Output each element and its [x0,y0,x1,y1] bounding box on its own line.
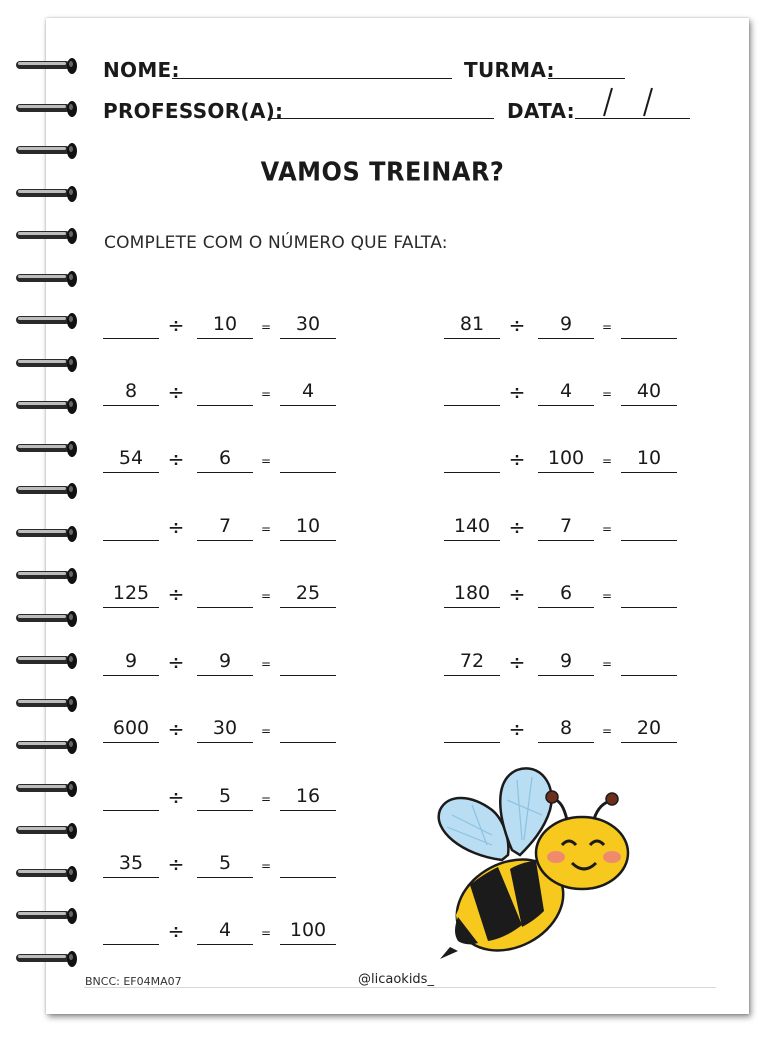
divide-sign: ÷ [167,650,185,674]
spiral-ring-icon [14,865,78,885]
equals-sign: = [260,657,272,671]
right-row-7-quotient: 20 [621,714,677,743]
equals-sign: = [260,454,272,468]
equals-sign: = [601,657,613,671]
teacher-line [268,118,494,119]
divide-sign: ÷ [508,313,526,337]
spiral-ring-icon [14,270,78,290]
right-row-1-quotient-blank[interactable] [621,310,677,339]
spiral-ring-icon [14,397,78,417]
right-row-5-dividend: 180 [444,579,500,608]
right-row-4-dividend: 140 [444,512,500,541]
divide-sign: ÷ [167,447,185,471]
divide-sign: ÷ [508,515,526,539]
right-row-2-dividend-blank[interactable] [444,377,500,406]
equals-sign: = [601,522,613,536]
spiral-ring-icon [14,695,78,715]
spiral-ring-icon [14,950,78,970]
divide-sign: ÷ [167,582,185,606]
right-row-6-dividend: 72 [444,647,500,676]
right-row-3-dividend-blank[interactable] [444,444,500,473]
teacher-label: PROFESSOR(A): [103,99,284,123]
divide-sign: ÷ [508,447,526,471]
right-row-1-divisor: 9 [538,310,594,339]
divide-sign: ÷ [508,380,526,404]
spiral-ring-icon [14,100,78,120]
left-row-4-divisor: 7 [197,512,253,541]
left-row-3-divisor: 6 [197,444,253,473]
equals-sign: = [260,724,272,738]
spiral-ring-icon [14,737,78,757]
spiral-ring-icon [14,652,78,672]
equals-sign: = [260,589,272,603]
bee-illustration [432,765,637,960]
right-row-4-quotient-blank[interactable] [621,512,677,541]
spiral-ring-icon [14,482,78,502]
left-row-6-dividend: 9 [103,647,159,676]
date-slashes [600,86,660,120]
left-row-4-quotient: 10 [280,512,336,541]
right-row-4-divisor: 7 [538,512,594,541]
spiral-ring-icon [14,780,78,800]
equals-sign: = [601,589,613,603]
spiral-ring-icon [14,355,78,375]
equals-sign: = [601,454,613,468]
left-row-2-dividend: 8 [103,377,159,406]
equals-sign: = [260,926,272,940]
left-row-9-divisor: 5 [197,849,253,878]
equals-sign: = [601,320,613,334]
right-row-2-quotient: 40 [621,377,677,406]
divide-sign: ÷ [508,582,526,606]
divide-sign: ÷ [167,313,185,337]
equals-sign: = [601,387,613,401]
left-row-4-dividend-blank[interactable] [103,512,159,541]
left-row-1-dividend-blank[interactable] [103,310,159,339]
left-row-2-quotient: 4 [280,377,336,406]
left-row-3-dividend: 54 [103,444,159,473]
left-row-10-divisor: 4 [197,916,253,945]
right-row-7-dividend-blank[interactable] [444,714,500,743]
left-row-6-divisor: 9 [197,647,253,676]
spiral-ring-icon [14,610,78,630]
left-row-7-quotient-blank[interactable] [280,714,336,743]
spiral-ring-icon [14,57,78,77]
spiral-ring-icon [14,907,78,927]
left-row-3-quotient-blank[interactable] [280,444,336,473]
left-row-8-quotient: 16 [280,782,336,811]
spiral-ring-icon [14,525,78,545]
left-row-5-quotient: 25 [280,579,336,608]
equals-sign: = [260,320,272,334]
footer-divider [84,987,716,988]
class-label: TURMA: [464,58,555,82]
wing-icon [439,768,552,860]
name-line [172,78,452,79]
divide-sign: ÷ [167,785,185,809]
left-row-9-quotient-blank[interactable] [280,849,336,878]
equals-sign: = [260,387,272,401]
spiral-ring-icon [14,822,78,842]
instruction-text: COMPLETE COM O NÚMERO QUE FALTA: [104,233,448,253]
right-row-2-divisor: 4 [538,377,594,406]
spiral-ring-icon [14,440,78,460]
left-row-5-dividend: 125 [103,579,159,608]
divide-sign: ÷ [167,717,185,741]
left-row-5-divisor-blank[interactable] [197,579,253,608]
right-row-6-divisor: 9 [538,647,594,676]
date-label: DATA: [507,99,575,123]
divide-sign: ÷ [167,515,185,539]
spiral-ring-icon [14,312,78,332]
author-handle: @licaokids_ [358,972,434,987]
right-row-5-quotient-blank[interactable] [621,579,677,608]
equals-sign: = [260,792,272,806]
equals-sign: = [260,859,272,873]
name-label: NOME: [103,58,180,82]
worksheet-title: VAMOS TREINAR? [260,156,505,188]
divide-sign: ÷ [167,852,185,876]
left-row-7-dividend: 600 [103,714,159,743]
left-row-8-divisor: 5 [197,782,253,811]
left-row-10-dividend-blank[interactable] [103,916,159,945]
divide-sign: ÷ [167,380,185,404]
left-row-10-quotient: 100 [280,916,336,945]
divide-sign: ÷ [167,919,185,943]
left-row-6-quotient-blank[interactable] [280,647,336,676]
right-row-7-divisor: 8 [538,714,594,743]
right-row-3-divisor: 100 [538,444,594,473]
spiral-ring-icon [14,185,78,205]
left-row-1-quotient: 30 [280,310,336,339]
class-line [548,78,625,79]
left-row-8-dividend-blank[interactable] [103,782,159,811]
spiral-ring-icon [14,567,78,587]
left-row-9-dividend: 35 [103,849,159,878]
equals-sign: = [260,522,272,536]
left-row-2-divisor-blank[interactable] [197,377,253,406]
bncc-code: BNCC: EF04MA07 [85,975,182,988]
divide-sign: ÷ [508,650,526,674]
right-row-6-quotient-blank[interactable] [621,647,677,676]
right-row-3-quotient: 10 [621,444,677,473]
left-row-1-divisor: 10 [197,310,253,339]
divide-sign: ÷ [508,717,526,741]
equals-sign: = [601,724,613,738]
right-row-1-dividend: 81 [444,310,500,339]
spiral-ring-icon [14,227,78,247]
left-row-7-divisor: 30 [197,714,253,743]
right-row-5-divisor: 6 [538,579,594,608]
